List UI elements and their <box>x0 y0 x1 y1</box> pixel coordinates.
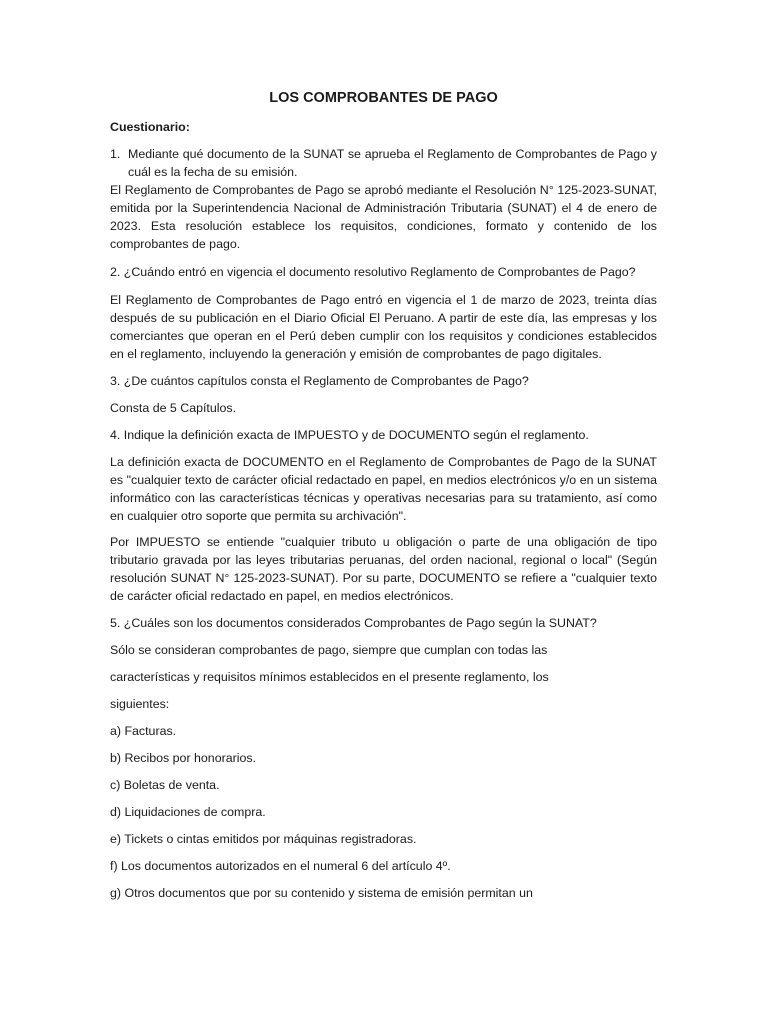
answer-4-documento: La definición exacta de DOCUMENTO en el Reglamento de Comprobantes de Pago de la SUNAT es "cualquier texto de carácter oficial redactado en papel, en medios electrónicos y/o en un sistema informático con las características técnicas y operativas necesarias para su tratamiento, así como en cualquier otro soporte que permita su archivación". <box>110 455 657 523</box>
answer-5-line-2: características y requisitos mínimos establecidos en el presente reglamento, los <box>110 670 549 684</box>
answer-1: El Reglamento de Comprobantes de Pago se aprobó mediante el Resolución N° 125-2023-SUNAT, emitida por la Superintendencia Nacional de Administración Tributaria (SUNAT) el 4 de enero de 2023. Esta resolución establece los requisitos, condiciones, formato y contenido de los comprobantes de pago. <box>110 183 657 251</box>
document-title: LOS COMPROBANTES DE PAGO <box>269 90 498 106</box>
question-2: 2. ¿Cuándo entró en vigencia el documento resolutivo Reglamento de Comprobantes de Pago? <box>110 265 636 279</box>
list-item-g: g) Otros documentos que por su contenido y sistema de emisión permitan un <box>110 886 533 900</box>
question-1-text: Mediante qué documento de la SUNAT se aprueba el Reglamento de Comprobantes de Pago y cuál es la fecha de su emisión. <box>128 147 657 179</box>
question-1-number: 1. <box>110 147 121 161</box>
question-1 <box>110 145 657 181</box>
list-item-c: c) Boletas de venta. <box>110 778 220 792</box>
questionnaire-label: Cuestionario: <box>110 120 190 134</box>
list-item-f: f) Los documentos autorizados en el numeral 6 del artículo 4º. <box>110 859 451 873</box>
question-5: 5. ¿Cuáles son los documentos considerados Comprobantes de Pago según la SUNAT? <box>110 616 597 630</box>
list-item-b: b) Recibos por honorarios. <box>110 751 257 765</box>
answer-4-impuesto: Por IMPUESTO se entiende "cualquier tributo u obligación o parte de una obligación de tipo tributario gravada por las leyes tributarias peruanas, del orden nacional, regional o local" (Según resolución SUNAT N° 125-2023-SUNAT). Por su parte, DOCUMENTO se refiere a "cualquier texto de carácter oficial redactado en papel, en medios electrónicos. <box>110 535 657 603</box>
answer-5-line-1: Sólo se consideran comprobantes de pago, siempre que cumplan con todas las <box>110 643 548 657</box>
list-item-e: e) Tickets o cintas emitidos por máquinas registradoras. <box>110 832 417 846</box>
answer-5-line-3: siguientes: <box>110 697 170 711</box>
list-item-a: a) Facturas. <box>110 724 177 738</box>
document-content <box>110 88 657 902</box>
answer-3: Consta de 5 Capítulos. <box>110 401 237 415</box>
list-item-d: d) Liquidaciones de compra. <box>110 805 266 819</box>
answer-2: El Reglamento de Comprobantes de Pago entró en vigencia el 1 de marzo de 2023, treinta días después de su publicación en el Diario Oficial El Peruano. A partir de este día, las empresas y los comerciantes que operan en el Perú deben cumplir con los requisitos y condiciones establecidos en el reglamento, incluyendo la generación y emisión de comprobantes de pago digitales. <box>110 293 657 361</box>
question-3: 3. ¿De cuántos capítulos consta el Reglamento de Comprobantes de Pago? <box>110 374 529 388</box>
question-4: 4. Indique la definición exacta de IMPUESTO y de DOCUMENTO según el reglamento. <box>110 428 589 442</box>
